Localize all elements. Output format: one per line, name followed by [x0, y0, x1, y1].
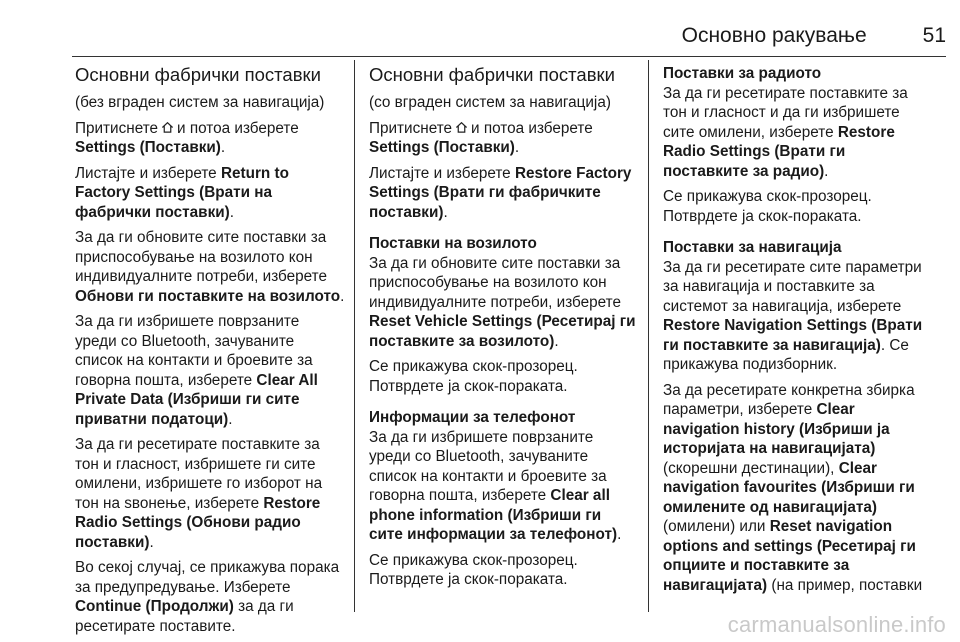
menu-option: Settings (Поставки) [75, 139, 221, 156]
text: . [149, 533, 154, 551]
home-icon [161, 121, 174, 134]
text: . [220, 139, 226, 156]
menu-option: Reset Vehicle Settings (Ресетирај ги поставките за возилото) [369, 313, 636, 350]
text: . [617, 526, 622, 543]
paragraph [369, 254, 639, 352]
paragraph: Се прикажува скок-прозорец. Потврдете ја скок-пораката. [369, 551, 578, 588]
text: и потоа изберете [177, 119, 299, 137]
subsection-title: Поставки на возилото [369, 235, 537, 252]
text: (на пример, поставки [771, 576, 923, 594]
paragraph [369, 164, 639, 223]
text: Во секој случај, се прикажува порака за предупредување. Изберете [75, 559, 340, 596]
paragraph [75, 435, 345, 552]
column-separator [354, 60, 355, 612]
text: За да ги ресетирате сите параметри за навигација и поставките за системот за навигација, изберете [663, 258, 922, 315]
page-title: Основно ракување [681, 24, 867, 47]
text: Притиснете [75, 119, 159, 137]
text: Листајте и изберете [369, 164, 511, 182]
column-separator [648, 60, 649, 612]
page-number: 51 [922, 24, 946, 47]
text: За да ги избришете поврзаните уреди со Bluetooth, зачуваните список на контакти и броевите за говорна пошта, изберете [369, 428, 607, 504]
menu-option: Return to Factory Settings (Врати на фабрички поставки) [75, 164, 289, 221]
text: . [229, 203, 234, 221]
menu-option: Clear navigation favourites (Избриши ги омилените од навигацијата) [663, 459, 915, 516]
text: . [443, 203, 448, 221]
text: Листајте и изберете [75, 164, 217, 182]
text: Притиснете [369, 119, 453, 137]
subtitle: (со вграден систем за навигација) [369, 94, 611, 111]
section-heading: Основни фабрички поставки [369, 64, 615, 85]
paragraph [663, 381, 928, 596]
paragraph: Се прикажува скок-прозорец. Потврдете ја скок-пораката. [663, 188, 872, 225]
menu-option: Reset navigation options and settings (Ресетирај ги опциите и поставките за навигацијата) [663, 518, 916, 594]
paragraph [75, 228, 345, 306]
subsection-title: Поставки за навигација [663, 239, 842, 256]
text: (скорешни дестинации), [663, 459, 835, 477]
paragraph [75, 164, 345, 223]
menu-option: Clear All Private Data (Избриши ги сите приватни податоци) [75, 371, 318, 428]
column-3 [663, 60, 928, 601]
text: (омилени) или [663, 518, 766, 535]
text: За да ги ресетирате поставките за тон и гласност, избришете ги сите омилени, избришете го изборот на тон на ѕвонење, изберете [75, 436, 323, 512]
paragraph [369, 119, 639, 158]
menu-option: Обнови ги поставките на возилото [75, 287, 341, 305]
subsection-title: Поставки за радиото [663, 65, 822, 82]
home-icon [455, 121, 468, 134]
text: За да ги обновите сите поставки за приспособување на возилото кон индивидуалните потреби, изберете [75, 229, 327, 285]
text: За да ресетирате конкретна збирка параметри, изберете [663, 381, 915, 418]
text: . [824, 162, 829, 180]
menu-option: Restore Navigation Settings (Врати ги поставките за навигација) [663, 317, 923, 354]
text: за да ги ресетирате поставите. [75, 598, 294, 635]
paragraph [663, 258, 928, 375]
subtitle: (без вграден систем за навигација) [75, 94, 325, 111]
text: . Се прикажува подизборник. [663, 336, 909, 373]
text: За да ги избришете поврзаните уреди со Bluetooth, зачуваните список на контакти и броевите за говорна пошта, изберете [75, 313, 313, 389]
text: . [554, 332, 559, 350]
page-header [682, 24, 946, 48]
text: За да ги обновите сите поставки за приспособување на возилото кон индивидуалните потреби, изберете [369, 254, 621, 311]
paragraph: Се прикажува скок-прозорец. Потврдете ја скок-пораката. [369, 358, 578, 395]
menu-option: Continue (Продолжи) [75, 598, 234, 615]
section-heading: Основни фабрички поставки [75, 64, 321, 85]
paragraph [75, 119, 345, 158]
subsection-title: Информации за телефонот [369, 409, 576, 426]
column-1 [75, 60, 345, 642]
header-rule [72, 56, 946, 57]
menu-option: Restore Radio Settings (Врати ги поставките за радио) [663, 123, 895, 180]
text: За да ги ресетирате поставките за тон и гласност и да ги избришете сите омилени, изберете [663, 84, 908, 141]
paragraph [75, 312, 345, 429]
menu-option: Settings (Поставки) [369, 139, 515, 156]
paragraph [369, 428, 639, 545]
text: . [514, 139, 520, 156]
column-2 [369, 60, 639, 596]
text: . [228, 410, 233, 428]
paragraph [75, 558, 345, 636]
menu-option: Restore Factory Settings (Врати ги фабричките поставки) [369, 164, 632, 221]
menu-option: Clear navigation history (Избриши ја историјата на навигацијата) [663, 401, 890, 457]
text: . [340, 287, 345, 305]
watermark: carmanualsonline.info [727, 612, 946, 637]
text: и потоа изберете [471, 119, 593, 137]
menu-option: Restore Radio Settings (Обнови радио поставки) [75, 494, 321, 551]
paragraph [663, 84, 928, 182]
menu-option: Clear all phone information (Избриши ги сите информации за телефонот) [369, 487, 618, 543]
